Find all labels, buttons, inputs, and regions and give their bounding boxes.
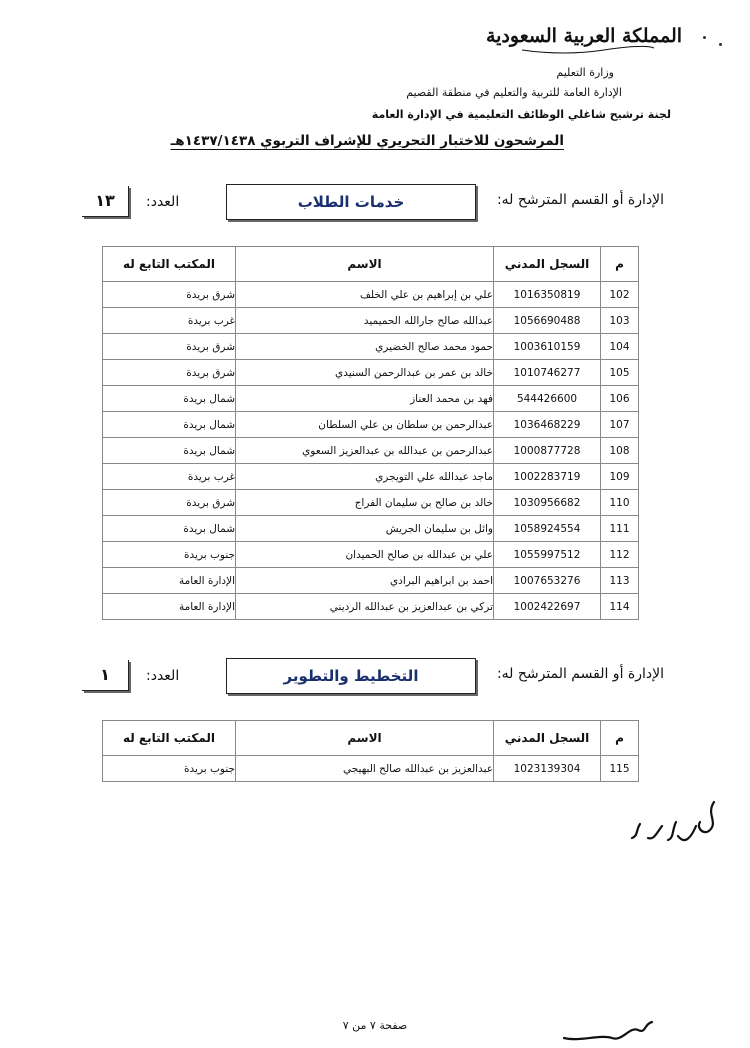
row-num: 104 bbox=[601, 334, 639, 360]
row-name: عبدالعزيز بن عبدالله صالح البهيجي bbox=[236, 756, 494, 782]
row-num: 107 bbox=[601, 412, 639, 438]
committee-name: لجنة ترشيح شاغلي الوظائف التعليمية في الإدارة العامة bbox=[371, 108, 671, 121]
row-office: الإدارة العامة bbox=[103, 594, 236, 620]
row-civil-id: 1036468229 bbox=[494, 412, 601, 438]
row-name: وائل بن سليمان الجريش bbox=[236, 516, 494, 542]
table-row bbox=[103, 516, 639, 542]
row-civil-id: 544426600 bbox=[494, 386, 601, 412]
table-row bbox=[103, 386, 639, 412]
row-name: احمد بن ابراهيم البرادي bbox=[236, 568, 494, 594]
row-civil-id: 1000877728 bbox=[494, 438, 601, 464]
scan-mark bbox=[719, 43, 722, 46]
row-name: علي بن عبدالله بن صالح الحميدان bbox=[236, 542, 494, 568]
row-office: شرق بريدة bbox=[103, 490, 236, 516]
row-office: جنوب بريدة bbox=[103, 542, 236, 568]
row-name: تركي بن عبدالعزيز بن عبدالله الرديني bbox=[236, 594, 494, 620]
row-num: 110 bbox=[601, 490, 639, 516]
row-office: شرق بريدة bbox=[103, 360, 236, 386]
row-civil-id: 1055997512 bbox=[494, 542, 601, 568]
row-civil-id: 1058924554 bbox=[494, 516, 601, 542]
department-label: الإدارة أو القسم المترشح له: bbox=[496, 192, 664, 208]
table-row bbox=[103, 464, 639, 490]
table-row bbox=[103, 594, 639, 620]
row-civil-id: 1030956682 bbox=[494, 490, 601, 516]
department-label: الإدارة أو القسم المترشح له: bbox=[496, 666, 664, 682]
col-num-header: م bbox=[601, 721, 639, 756]
table-row bbox=[103, 542, 639, 568]
col-name-header: الاسم bbox=[236, 247, 494, 282]
row-num: 112 bbox=[601, 542, 639, 568]
row-num: 111 bbox=[601, 516, 639, 542]
table-row bbox=[103, 568, 639, 594]
row-office: شرق بريدة bbox=[103, 282, 236, 308]
col-num-header: م bbox=[601, 247, 639, 282]
table-row bbox=[103, 756, 639, 782]
row-civil-id: 1003610159 bbox=[494, 334, 601, 360]
col-office-header: المكتب التابع له bbox=[103, 721, 236, 756]
row-civil-id: 1007653276 bbox=[494, 568, 601, 594]
col-office-header: المكتب التابع له bbox=[103, 247, 236, 282]
row-name: ماجد عبدالله علي التويجري bbox=[236, 464, 494, 490]
candidates-table bbox=[102, 246, 639, 620]
table-row bbox=[103, 412, 639, 438]
page-title: المرشحون للاختبار التحريري للإشراف التربوي ١٤٣٧/١٤٣٨هـ bbox=[170, 133, 564, 149]
row-num: 102 bbox=[601, 282, 639, 308]
logo-text: المملكة العربية السعودية bbox=[485, 25, 683, 47]
row-office: شرق بريدة bbox=[103, 334, 236, 360]
page-number: صفحة ٧ من ٧ bbox=[342, 1019, 408, 1032]
row-name: خالد بن صالح بن سليمان الفراج bbox=[236, 490, 494, 516]
row-name: حمود محمد صالح الخضيري bbox=[236, 334, 494, 360]
row-office: شمال بريدة bbox=[103, 516, 236, 542]
row-name: علي بن إبراهيم بن علي الخلف bbox=[236, 282, 494, 308]
row-office: غرب بريدة bbox=[103, 464, 236, 490]
candidates-table bbox=[102, 720, 639, 782]
row-civil-id: 1016350819 bbox=[494, 282, 601, 308]
row-num: 114 bbox=[601, 594, 639, 620]
table-header-row bbox=[103, 721, 639, 756]
department-value: التخطيط والتطوير bbox=[283, 667, 419, 685]
row-num: 106 bbox=[601, 386, 639, 412]
row-civil-id: 1002422697 bbox=[494, 594, 601, 620]
row-num: 109 bbox=[601, 464, 639, 490]
count-box bbox=[82, 186, 129, 217]
col-civil-id-header: السجل المدني bbox=[494, 721, 601, 756]
handwritten-signature bbox=[626, 796, 726, 856]
row-num: 105 bbox=[601, 360, 639, 386]
col-civil-id-header: السجل المدني bbox=[494, 247, 601, 282]
row-name: عبدالرحمن بن سلطان بن علي السلطان bbox=[236, 412, 494, 438]
col-name-header: الاسم bbox=[236, 721, 494, 756]
department-value: خدمات الطلاب bbox=[297, 193, 405, 211]
ministry-name: وزارة التعليم bbox=[556, 66, 614, 79]
table-row bbox=[103, 438, 639, 464]
department-box bbox=[226, 184, 476, 220]
table-row bbox=[103, 308, 639, 334]
row-num: 103 bbox=[601, 308, 639, 334]
department-box bbox=[226, 658, 476, 694]
scan-mark bbox=[703, 36, 706, 39]
row-office: شمال بريدة bbox=[103, 412, 236, 438]
row-civil-id: 1056690488 bbox=[494, 308, 601, 334]
count-label: العدد: bbox=[146, 668, 180, 684]
count-label: العدد: bbox=[146, 194, 180, 210]
kingdom-logo bbox=[485, 14, 683, 58]
row-office: غرب بريدة bbox=[103, 308, 236, 334]
row-office: جنوب بريدة bbox=[103, 756, 236, 782]
row-name: عبدالله صالح جارالله الحميميد bbox=[236, 308, 494, 334]
row-office: شمال بريدة bbox=[103, 386, 236, 412]
row-num: 108 bbox=[601, 438, 639, 464]
row-civil-id: 1023139304 bbox=[494, 756, 601, 782]
table-row bbox=[103, 490, 639, 516]
count-value: ١ bbox=[100, 665, 110, 684]
row-office: الإدارة العامة bbox=[103, 568, 236, 594]
table-row bbox=[103, 282, 639, 308]
row-office: شمال بريدة bbox=[103, 438, 236, 464]
row-num: 115 bbox=[601, 756, 639, 782]
table-header-row bbox=[103, 247, 639, 282]
row-name: خالد بن عمر بن عبدالرحمن السنيدي bbox=[236, 360, 494, 386]
row-name: عبدالرحمن بن عبدالله بن عبدالعزيز السعوي bbox=[236, 438, 494, 464]
row-num: 113 bbox=[601, 568, 639, 594]
count-value: ١٣ bbox=[95, 191, 115, 210]
row-name: فهد بن محمد العناز bbox=[236, 386, 494, 412]
row-civil-id: 1010746277 bbox=[494, 360, 601, 386]
table-row bbox=[103, 360, 639, 386]
count-box bbox=[82, 660, 129, 691]
table-row bbox=[103, 334, 639, 360]
row-civil-id: 1002283719 bbox=[494, 464, 601, 490]
directorate-name: الإدارة العامة للتربية والتعليم في منطقة القصيم bbox=[406, 86, 622, 99]
